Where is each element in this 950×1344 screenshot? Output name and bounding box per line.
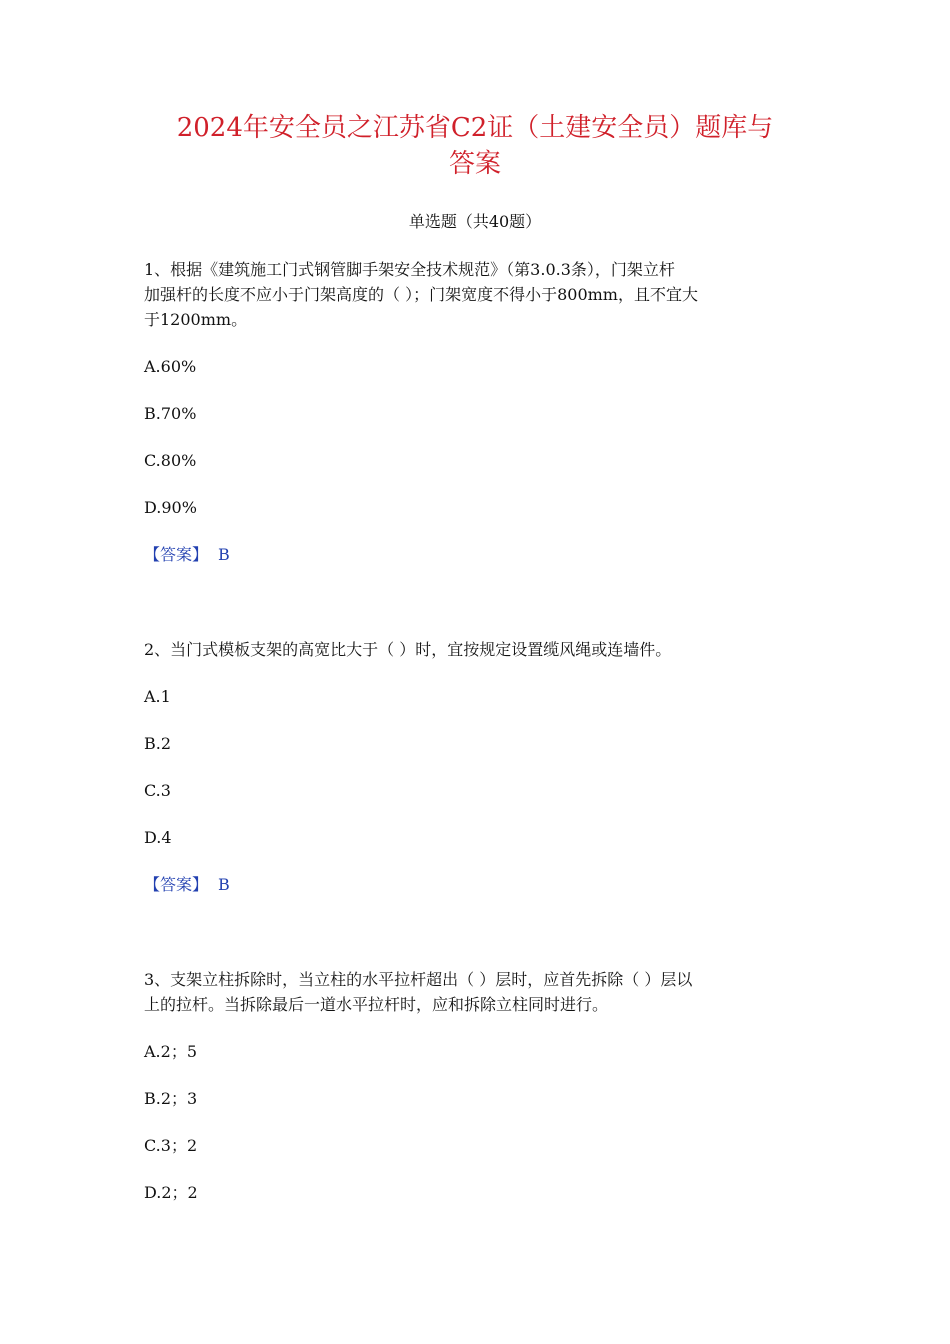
document-title-line-1: 2024年安全员之江苏省C2证（土建安全员）题库与 [176, 113, 774, 143]
answer-label: 【答案】 [144, 545, 209, 564]
question-3-stem-line-1: 3、支架立柱拆除时，当立柱的水平拉杆超出（ ）层时，应首先拆除（ ）层以 [144, 970, 693, 989]
question-2-option-a: A.1 [144, 687, 171, 706]
question-3-option-a: A.2；5 [144, 1042, 198, 1061]
document-title-line-2: 答案 [448, 149, 501, 179]
question-3-option-d: D.2；2 [144, 1183, 198, 1202]
answer-label: 【答案】 [144, 875, 209, 894]
question-3-option-c: C.3；2 [144, 1136, 198, 1155]
question-2-stem-line-1: 2、当门式模板支架的高宽比大于（ ）时，宜按规定设置缆风绳或连墙件。 [144, 640, 672, 659]
question-2-option-d: D.4 [144, 828, 172, 847]
question-2-option-b: B.2 [144, 734, 172, 753]
question-1-stem-line-1: 1、根据《建筑施工门式钢管脚手架安全技术规范》（第3.0.3条），门架立杆 [144, 260, 675, 279]
answer-value: B [218, 875, 230, 894]
question-1-option-d: D.90% [144, 498, 197, 517]
question-2-answer [144, 873, 824, 897]
question-2-option-c: C.3 [144, 781, 171, 800]
question-1-option-c: C.80% [144, 451, 197, 470]
question-1-answer [144, 543, 824, 567]
question-1-stem-line-3: 于1200mm。 [144, 310, 248, 329]
question-1-option-a: A.60% [144, 357, 197, 376]
answer-value: B [218, 545, 230, 564]
question-1-option-b: B.70% [144, 404, 197, 423]
question-3-option-b: B.2；3 [144, 1089, 198, 1108]
question-3-stem-line-2: 上的拉杆。当拆除最后一道水平拉杆时，应和拆除立柱同时进行。 [144, 995, 609, 1014]
question-1-stem-line-2: 加强杆的长度不应小于门架高度的（ ）；门架宽度不得小于800mm，且不宜大 [144, 285, 698, 304]
section-heading: 单选题（共40题） [408, 212, 542, 231]
